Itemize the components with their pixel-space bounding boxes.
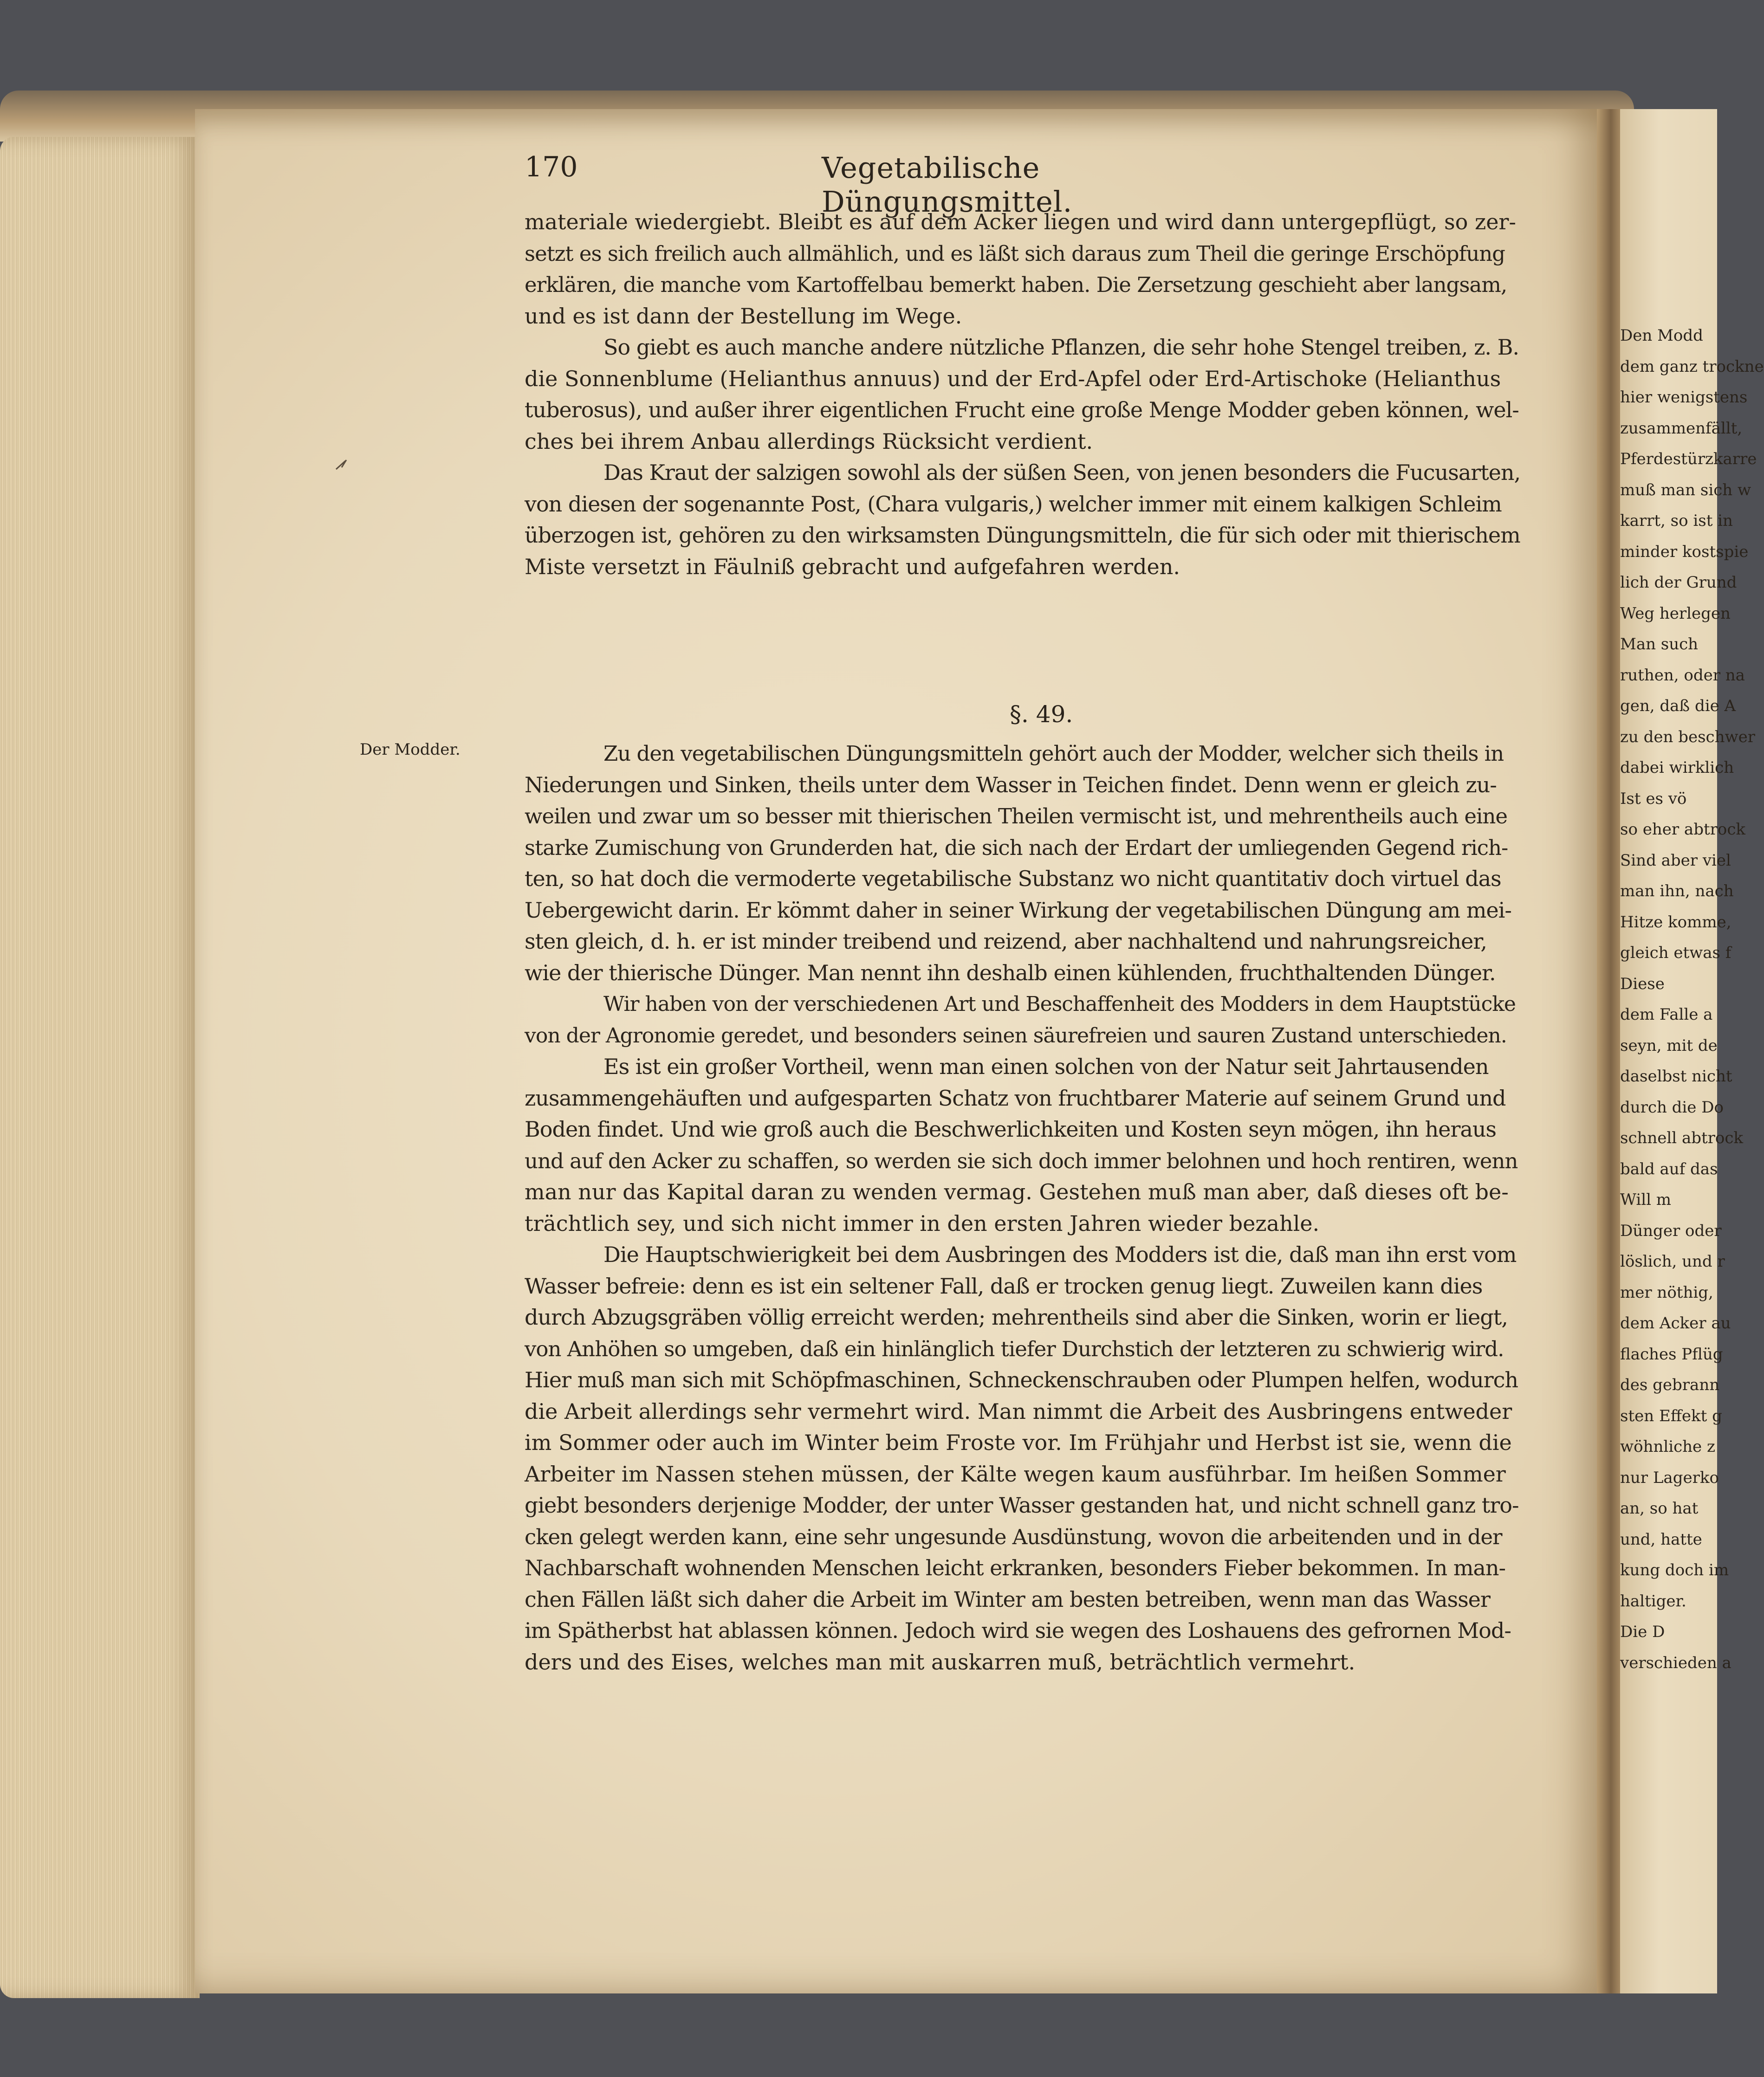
- right-page-line: schnell abtrock: [1620, 1129, 1744, 1147]
- pencil-mark-icon: [334, 457, 348, 471]
- page-edges: [0, 137, 200, 1998]
- right-page-line: Diese: [1620, 974, 1665, 993]
- text-line: im Sommer oder auch im Winter beim Froste vor. Im Frühjahr und Herbst ist sie, wenn die: [525, 1430, 1512, 1455]
- right-page-line: gen, daß die A: [1620, 697, 1736, 715]
- text-line: Uebergewicht darin. Er kömmt daher in seiner Wirkung der vegetabilischen Düngung am mei-: [525, 897, 1511, 923]
- right-page-line: Hitze komme,: [1620, 912, 1732, 932]
- right-page-line: mer nöthig,: [1620, 1283, 1713, 1302]
- text-line: Es ist ein großer Vortheil, wenn man einen solchen von der Natur seit Jahrtausenden: [603, 1054, 1489, 1079]
- body-text-bottom: [525, 738, 1523, 1678]
- text-line: chen Fällen läßt sich daher die Arbeit im Winter am besten betreiben, wenn man das Wasser: [525, 1586, 1490, 1612]
- right-page-line: des gebrann: [1620, 1376, 1720, 1394]
- right-page-line: und, hatte: [1620, 1530, 1702, 1549]
- right-page-line: Den Modd: [1620, 326, 1703, 345]
- right-page-line: wöhnliche z: [1620, 1437, 1715, 1456]
- text-line: So giebt es auch manche andere nützliche Pflanzen, die sehr hohe Stengel treiben, z. B.: [603, 335, 1519, 360]
- section-heading: §. 49.: [1010, 701, 1073, 728]
- text-line: Boden findet. Und wie groß auch die Beschwerlichkeiten und Kosten seyn mögen, ihn heraus: [525, 1117, 1497, 1142]
- text-line: Miste versetzt in Fäulniß gebracht und aufgefahren werden.: [525, 554, 1180, 579]
- text-line: durch Abzugsgräben völlig erreicht werden; mehrentheils sind aber die Sinken, worin er liegt,: [525, 1305, 1508, 1330]
- page-number: 170: [525, 151, 578, 183]
- body-text-top: [525, 207, 1523, 582]
- right-page-line: Weg herlegen: [1620, 604, 1731, 623]
- text-line: cken gelegt werden kann, eine sehr ungesunde Ausdünstung, wovon die arbeitenden und in der: [525, 1524, 1502, 1549]
- right-page-line: Man such: [1620, 635, 1699, 654]
- right-page-line: haltiger.: [1620, 1592, 1686, 1611]
- right-page-line: dem ganz trockne: [1620, 357, 1764, 376]
- text-line: ten, so hat doch die vermoderte vegetabilische Substanz wo nicht quantitativ doch virtuel das: [525, 866, 1501, 891]
- right-page-line: lich der Grund: [1620, 573, 1737, 592]
- text-line: erklären, die manche vom Kartoffelbau bemerkt haben. Die Zersetzung geschieht aber langsam,: [525, 272, 1507, 297]
- text-line: ders und des Eises, welches man mit auskarren muß, beträchtlich vermehrt.: [525, 1649, 1355, 1675]
- right-page-line: zusammenfällt,: [1620, 419, 1743, 438]
- right-page-line: nur Lagerko: [1620, 1468, 1719, 1487]
- text-line: trächtlich sey, und sich nicht immer in den ersten Jahren wieder bezahle.: [525, 1210, 1320, 1236]
- text-line: und auf den Acker zu schaffen, so werden sie sich doch immer belohnen und hoch rentiren, wenn: [525, 1148, 1518, 1173]
- right-page-line: zu den beschwer: [1620, 727, 1755, 746]
- text-line: die Sonnenblume (Helianthus annuus) und der Erd-Apfel oder Erd-Artischoke (Helianthus: [525, 366, 1501, 391]
- text-line: Nachbarschaft wohnenden Menschen leicht erkranken, besonders Fieber bekommen. In man-: [525, 1555, 1506, 1580]
- right-page-line: kung doch im: [1620, 1561, 1729, 1579]
- right-page-line: dabei wirklich: [1620, 758, 1734, 777]
- right-page-line: ruthen, oder na: [1620, 666, 1745, 685]
- right-page-line: verschieden a: [1620, 1653, 1732, 1672]
- text-line: zusammengehäuften und aufgesparten Schatz von fruchtbarer Materie auf seinem Grund und: [525, 1085, 1506, 1111]
- right-page-line: daselbst nicht: [1620, 1067, 1732, 1086]
- text-line: Die Hauptschwierigkeit bei dem Ausbringen des Modders ist die, daß man ihn erst vom: [603, 1242, 1517, 1267]
- text-line: Hier muß man sich mit Schöpfmaschinen, Schneckenschrauben oder Plumpen helfen, wodurch: [525, 1367, 1518, 1392]
- right-page-line: so eher abtrock: [1620, 820, 1745, 839]
- right-page-line: muß man sich w: [1620, 480, 1751, 499]
- right-page-line: dem Falle a: [1620, 1005, 1713, 1024]
- text-line: ches bei ihrem Anbau allerdings Rücksicht verdient.: [525, 428, 1093, 454]
- right-page-text: [1620, 320, 1764, 1678]
- right-page-line: gleich etwas f: [1620, 944, 1732, 962]
- text-line: materiale wiedergiebt. Bleibt es auf dem Acker liegen und wird dann untergepflügt, so zer-: [525, 209, 1516, 234]
- text-line: Niederungen und Sinken, theils unter dem Wasser in Teichen findet. Denn wenn er gleich zu-: [525, 772, 1497, 797]
- text-line: giebt besonders derjenige Modder, der unter Wasser gestanden hat, und nicht schnell ganz tro-: [525, 1493, 1519, 1518]
- right-page-line: durch die Do: [1620, 1098, 1724, 1117]
- right-page-line: löslich, und r: [1620, 1252, 1725, 1271]
- right-page-line: Ist es vö: [1620, 789, 1687, 808]
- right-page-line: Dünger oder: [1620, 1221, 1722, 1240]
- right-page-line: Pferdestürzkarre: [1620, 450, 1757, 468]
- text-line: im Spätherbst hat ablassen können. Jedoch wird sie wegen des Loshauens des gefrornen Mod-: [525, 1618, 1511, 1643]
- text-line: sten gleich, d. h. er ist minder treibend und reizend, aber nachhaltend und nahrungsreicher,: [525, 929, 1487, 954]
- text-line: man nur das Kapital daran zu wenden vermag. Gestehen muß man aber, daß dieses oft be-: [525, 1179, 1509, 1204]
- text-line: von diesen der sogenannte Post, (Chara vulgaris,) welcher immer mit einem kalkigen Schleim: [525, 491, 1502, 517]
- text-line: die Arbeit allerdings sehr vermehrt wird. Man nimmt die Arbeit des Ausbringens entweder: [525, 1398, 1512, 1424]
- text-line: setzt es sich freilich auch allmählich, und es läßt sich daraus zum Theil die geringe Erschöpfung: [525, 241, 1505, 266]
- right-page-line: sten Effekt g: [1620, 1406, 1722, 1425]
- right-page-line: Sind aber viel: [1620, 851, 1731, 870]
- right-page-line: an, so hat: [1620, 1499, 1699, 1518]
- text-line: starke Zumischung von Grunderden hat, die sich nach der Erdart der umliegenden Gegend rich-: [525, 835, 1508, 860]
- text-line: Wir haben von der verschiedenen Art und Beschaffenheit des Modders in dem Hauptstücke: [603, 992, 1516, 1016]
- text-line: Zu den vegetabilischen Düngungsmitteln gehört auch der Modder, welcher sich theils in: [603, 741, 1504, 766]
- right-page-line: flaches Pflüg: [1620, 1345, 1723, 1364]
- right-page-line: man ihn, nach: [1620, 882, 1734, 900]
- right-page-line: dem Acker au: [1620, 1314, 1731, 1333]
- right-page-line: hier wenigstens: [1620, 388, 1748, 407]
- text-line: Wasser befreie: denn es ist ein seltener Fall, daß er trocken genug liegt. Zuweilen kann dies: [525, 1273, 1483, 1299]
- right-page: [1620, 109, 1764, 1993]
- text-line: von der Agronomie geredet, und besonders seinen säurefreien und sauren Zustand unterschieden.: [525, 1023, 1507, 1048]
- text-line: Das Kraut der salzigen sowohl als der süßen Seen, von jenen besonders die Fucusarten,: [603, 460, 1521, 485]
- right-page-line: seyn, mit de: [1620, 1036, 1718, 1055]
- text-line: überzogen ist, gehören zu den wirksamsten Düngungsmitteln, die für sich oder mit thierischem: [525, 523, 1520, 548]
- text-line: und es ist dann der Bestellung im Wege.: [525, 303, 962, 329]
- page-header: [525, 151, 1267, 219]
- margin-note: Der Modder.: [360, 740, 460, 759]
- right-page-line: karrt, so ist in: [1620, 511, 1733, 530]
- text-line: von Anhöhen so umgeben, daß ein hinlänglich tiefer Durchstich der letzteren zu schwierig wird.: [525, 1336, 1504, 1361]
- right-page-line: minder kostspie: [1620, 542, 1749, 561]
- running-title: Vegetabilische Düngungsmittel.: [822, 151, 1073, 219]
- text-line: tuberosus), und außer ihrer eigentlichen Frucht eine große Menge Modder geben können, wel-: [525, 397, 1519, 422]
- text-line: Arbeiter im Nassen stehen müssen, der Kälte wegen kaum ausführbar. Im heißen Sommer: [525, 1461, 1506, 1487]
- text-line: weilen und zwar um so besser mit thierischen Theilen vermischt ist, und mehrentheils auch eine: [525, 804, 1508, 828]
- right-page-line: bald auf das: [1620, 1159, 1718, 1178]
- text-line: wie der thierische Dünger. Man nennt ihn deshalb einen kühlenden, fruchthaltenden Dünger.: [525, 960, 1496, 985]
- right-page-line: Die D: [1620, 1623, 1665, 1641]
- right-page-line: Will m: [1620, 1191, 1672, 1209]
